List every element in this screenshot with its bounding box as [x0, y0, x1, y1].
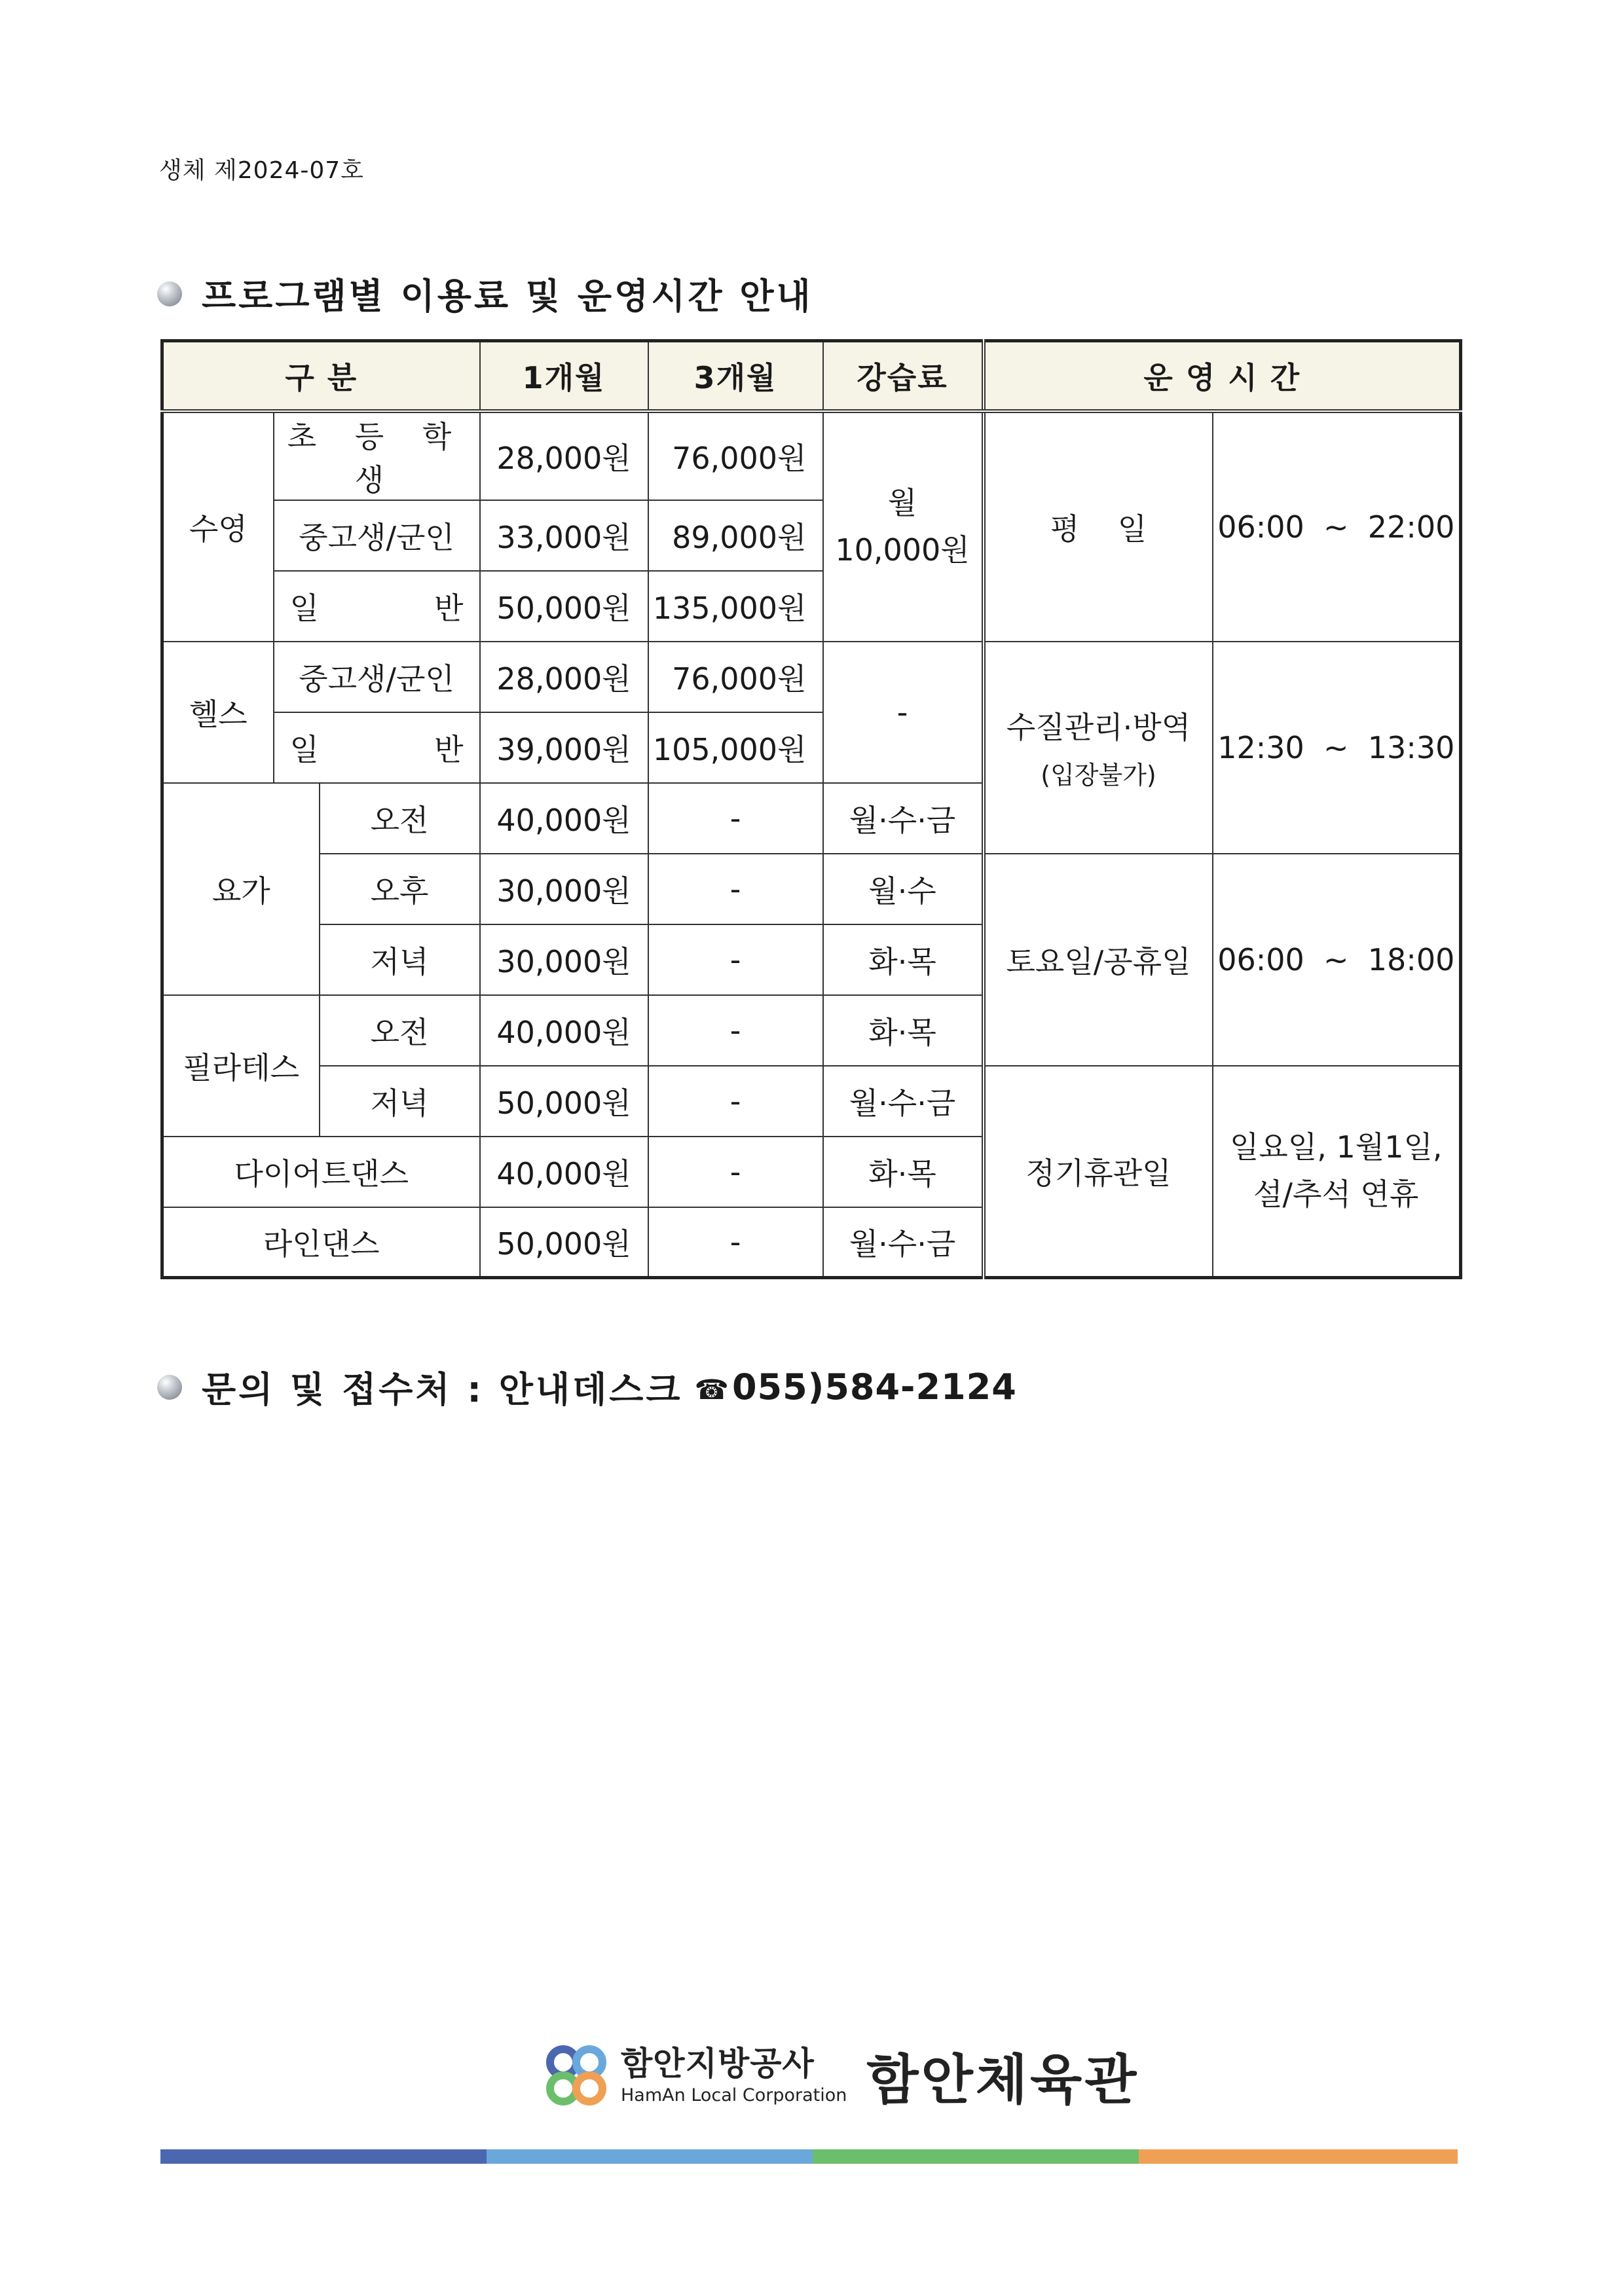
yoga-label: 요가: [162, 783, 320, 995]
pilates-3month: -: [648, 1066, 823, 1137]
swim-sub: 초 등 학 생: [274, 411, 480, 500]
swim-1month: 28,000원: [480, 411, 648, 500]
swim-3month: 135,000원: [648, 571, 823, 642]
swim-1month: 50,000원: [480, 571, 648, 642]
footer-color-bar-green: [813, 2149, 1139, 2164]
pilates-sub: 저녁: [320, 1066, 480, 1137]
yoga-lesson: 화·목: [823, 924, 984, 995]
line-dance-lesson: 월·수·금: [823, 1207, 984, 1278]
line-dance-1month: 50,000원: [480, 1207, 648, 1278]
schedule-day: [984, 642, 1213, 854]
section-heading-fees: [157, 268, 813, 319]
footer-color-bar-orange: [1139, 2149, 1458, 2164]
corporation-logo-icon: [538, 2036, 617, 2115]
yoga-lesson: 월·수·금: [823, 783, 984, 854]
table-row: [162, 854, 1461, 924]
diet-dance-1month: 40,000원: [480, 1137, 648, 1207]
swim-sub: 중고생/군인: [274, 500, 480, 571]
swim-label: 수영: [162, 411, 274, 642]
health-sub: [274, 712, 480, 783]
pilates-1month: 40,000원: [480, 995, 648, 1066]
venue-name: 함안체육관: [866, 2049, 1139, 2111]
pilates-sub: 오전: [320, 995, 480, 1066]
schedule-time-line2: 설/추석 연휴: [1253, 1176, 1419, 1212]
health-1month: 39,000원: [480, 712, 648, 783]
schedule-note: (입장불가): [1041, 761, 1156, 790]
schedule-day: 평 일: [984, 411, 1213, 642]
swim-lesson-line2: 10,000원: [835, 532, 970, 568]
yoga-1month: 30,000원: [480, 924, 648, 995]
yoga-3month: -: [648, 783, 823, 854]
corporation-name-korean: 함안지방공사: [621, 2044, 815, 2083]
document-number: 생체 제2024-07호: [159, 157, 364, 184]
yoga-3month: -: [648, 854, 823, 924]
health-3month: 76,000원: [648, 642, 823, 712]
schedule-time: 06:00 ~ 18:00: [1213, 854, 1461, 1066]
health-sub: 중고생/군인: [274, 642, 480, 712]
swim-sub: [274, 571, 480, 642]
schedule-time-line1: 일요일, 1월1일,: [1229, 1129, 1443, 1165]
diet-dance-lesson: 화·목: [823, 1137, 984, 1207]
fee-schedule-table: [160, 339, 1462, 1279]
schedule-day: 토요일/공휴일: [984, 854, 1213, 1066]
schedule-time: 12:30 ~ 13:30: [1213, 642, 1461, 854]
schedule-time: 06:00 ~ 22:00: [1213, 411, 1461, 642]
section-heading-contact: [157, 1362, 1017, 1412]
sub-left: 일: [289, 731, 319, 767]
table-row: [162, 411, 1461, 500]
footer-color-bar-blue: [160, 2149, 487, 2164]
sub-right: 반: [434, 731, 464, 767]
sub-left: 일: [289, 590, 319, 626]
yoga-3month: -: [648, 924, 823, 995]
header-category: 구 분: [162, 341, 480, 411]
swim-3month: 89,000원: [648, 500, 823, 571]
pilates-label: 필라테스: [162, 995, 320, 1137]
bullet-ball-icon: [157, 1375, 182, 1400]
line-dance-3month: -: [648, 1207, 823, 1278]
yoga-sub: 오전: [320, 783, 480, 854]
footer-logo: [538, 2036, 1139, 2115]
bullet-ball-icon: [157, 282, 182, 306]
pilates-lesson: 월·수·금: [823, 1066, 984, 1137]
pilates-lesson: 화·목: [823, 995, 984, 1066]
swim-lesson-line1: 월: [887, 485, 917, 521]
line-dance-label: 라인댄스: [162, 1207, 480, 1278]
swim-1month: 33,000원: [480, 500, 648, 571]
header-lesson: 강습료: [823, 341, 984, 411]
health-1month: 28,000원: [480, 642, 648, 712]
pilates-3month: -: [648, 995, 823, 1066]
health-3month: 105,000원: [648, 712, 823, 783]
yoga-1month: 40,000원: [480, 783, 648, 854]
table-header-row: [162, 341, 1461, 411]
yoga-lesson: 월·수: [823, 854, 984, 924]
swim-3month: 76,000원: [648, 411, 823, 500]
schedule-time: [1213, 1066, 1461, 1278]
sub-right: 반: [434, 590, 464, 626]
yoga-1month: 30,000원: [480, 854, 648, 924]
diet-dance-label: 다이어트댄스: [162, 1137, 480, 1207]
contact-label: 문의 및 접수처 : 안내데스크: [202, 1369, 683, 1410]
schedule-day: 정기휴관일: [984, 1066, 1213, 1278]
yoga-sub: 오후: [320, 854, 480, 924]
diet-dance-3month: -: [648, 1137, 823, 1207]
pilates-1month: 50,000원: [480, 1066, 648, 1137]
corporation-name-english: HamAn Local Corporation: [621, 2085, 847, 2105]
health-lesson: -: [823, 642, 984, 783]
header-1month: 1개월: [480, 341, 648, 411]
contact-phone: 055)584-2124: [731, 1366, 1017, 1408]
footer-color-bar-lightblue: [487, 2149, 813, 2164]
table-row: [162, 642, 1461, 712]
corporation-name: [621, 2044, 847, 2105]
section-title: 프로그램별 이용료 및 운영시간 안내: [202, 276, 813, 317]
telephone-icon: ☎: [694, 1374, 729, 1406]
health-label: 헬스: [162, 642, 274, 783]
header-3month: 3개월: [648, 341, 823, 411]
swim-lesson: [823, 411, 984, 642]
header-hours: 운 영 시 간: [984, 341, 1461, 411]
table-row: [162, 1066, 1461, 1137]
schedule-day-label: 수질관리·방역: [1006, 710, 1191, 745]
contact-phone-wrap: [695, 1366, 1017, 1408]
yoga-sub: 저녁: [320, 924, 480, 995]
